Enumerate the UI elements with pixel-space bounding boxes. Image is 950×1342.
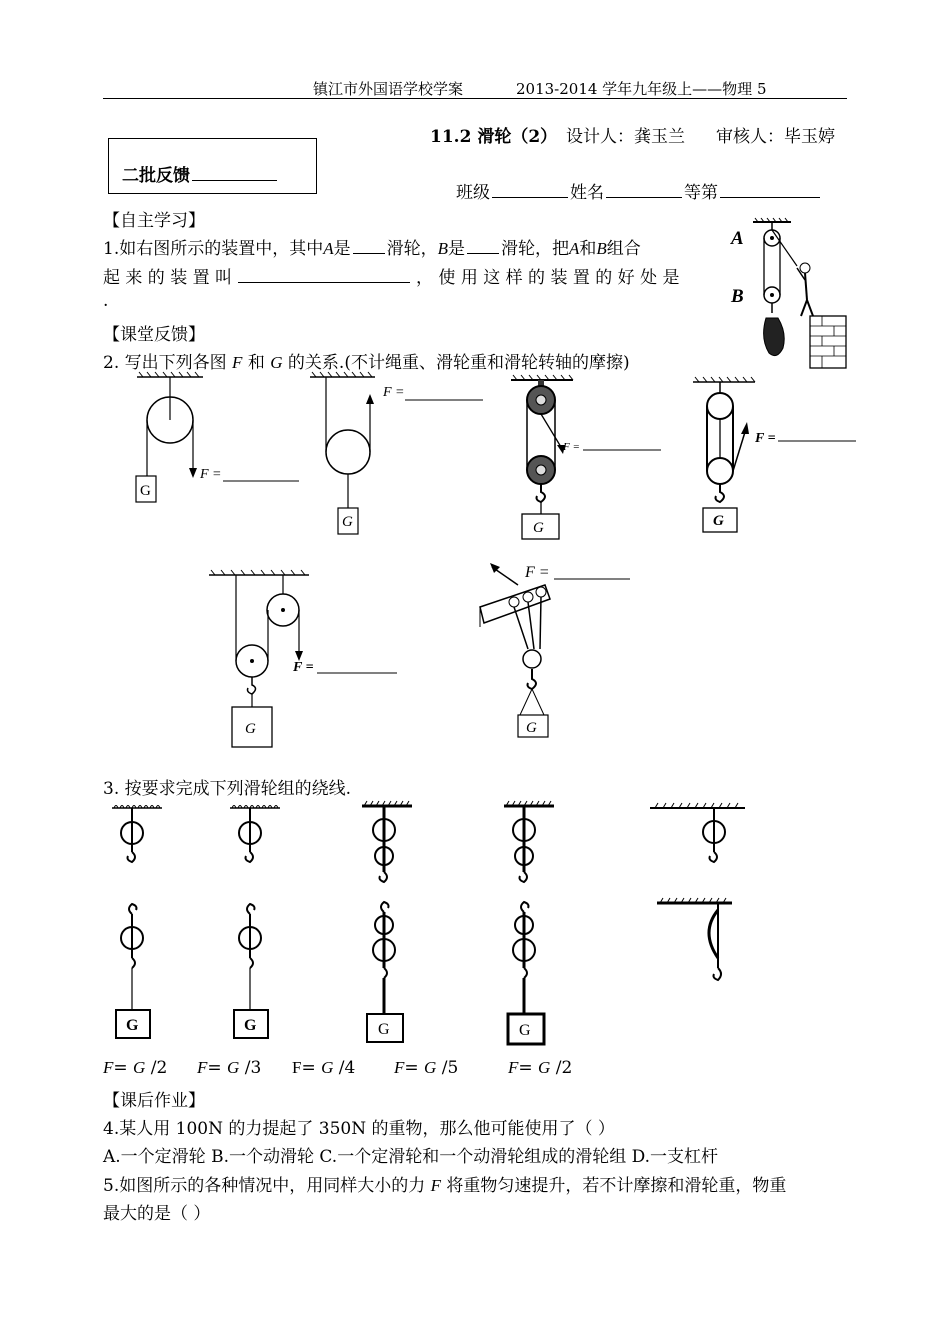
q1-pulley-figure	[725, 218, 850, 373]
q3-f: F	[394, 1058, 405, 1077]
fig2-f: F =	[383, 385, 405, 400]
q5-line1	[103, 1171, 786, 1196]
feedback-label: 二批反馈	[122, 166, 190, 186]
q2-figure-pulley-block-1	[505, 372, 670, 544]
q1-line1	[103, 234, 641, 259]
grade-label: 等第	[684, 183, 718, 203]
q3-f: F	[508, 1058, 519, 1077]
q5-text: 将重物匀速提升，若不计摩擦和滑轮重，物重	[441, 1176, 787, 1196]
q3-g-2: G	[244, 1017, 257, 1034]
q5-text: 5.如图所示的各种情况中，用同样大小的力	[103, 1176, 431, 1196]
q3-g: G	[538, 1058, 551, 1077]
q1-line2	[103, 263, 679, 288]
q3-group-4	[504, 801, 554, 1044]
fig3-f: F =	[563, 441, 580, 453]
q3-group-3	[362, 801, 412, 1042]
q3-g: G	[321, 1058, 334, 1077]
fig-label-b: B	[731, 286, 744, 307]
q1-blank-b[interactable]	[467, 252, 499, 254]
q1-b: B	[596, 239, 607, 258]
section-self-study: 【自主学习】	[103, 211, 205, 231]
class-label: 班级	[456, 183, 490, 203]
class-blank[interactable]	[492, 196, 568, 198]
q3-g: G	[227, 1058, 240, 1077]
q1-text: 是	[333, 239, 351, 259]
q2-figure-pulley-combo	[205, 567, 405, 752]
q3-eq: =	[518, 1058, 539, 1078]
header-rule	[103, 98, 847, 99]
q3-g-3: G	[378, 1021, 390, 1038]
q3-eq: =	[207, 1058, 228, 1078]
q3-answer-4	[394, 1058, 458, 1078]
q3-group-1	[112, 806, 162, 1039]
name-label: 姓名	[570, 183, 604, 203]
q1-text: 组合	[606, 239, 641, 259]
q3-f: F	[292, 1058, 302, 1077]
student-info	[456, 178, 822, 203]
q3-g: G	[424, 1058, 437, 1077]
designer: 设计人：龚玉兰	[566, 127, 685, 147]
fig6-g: G	[526, 720, 537, 736]
q3-eq: =	[301, 1058, 322, 1078]
fig4-g: G	[713, 513, 724, 529]
fig1-g: G	[140, 483, 151, 499]
q2-f: F	[232, 353, 243, 372]
feedback-label-row	[122, 161, 279, 186]
q1-b: B	[437, 239, 449, 258]
feedback-blank[interactable]	[192, 179, 277, 181]
section-class-feedback: 【课堂反馈】	[103, 325, 205, 345]
fig1-f: F =	[200, 467, 222, 482]
q3-answer-3	[292, 1058, 355, 1078]
q3-div: /2	[550, 1058, 573, 1078]
q1-text: 是	[448, 239, 466, 259]
grade-blank[interactable]	[720, 196, 820, 198]
q3-pulley-groups	[100, 800, 760, 1050]
header-school: 镇江市外国语学校学案	[313, 80, 464, 98]
q2-figure-fixed-pulley-1	[125, 370, 315, 510]
q1-text: 滑轮，把	[501, 239, 570, 259]
fig5-f: F =	[293, 660, 314, 675]
q1-text: 和	[579, 239, 597, 259]
q3-answer-2	[197, 1058, 261, 1078]
section-homework: 【课后作业】	[103, 1091, 205, 1111]
q3-text: 3. 按要求完成下列滑轮组的绕线.	[103, 779, 352, 799]
q3-div: /3	[239, 1058, 262, 1078]
q3-group-5	[650, 803, 745, 980]
q1-line3: .	[103, 291, 109, 311]
q1-number: 1.	[103, 239, 120, 259]
q2-text-part: 2. 写出下列各图	[103, 353, 233, 373]
q3-group-2	[230, 806, 280, 1039]
q3-g-4: G	[519, 1022, 531, 1039]
name-blank[interactable]	[606, 196, 682, 198]
q5-line2: 最大的是（ ）	[103, 1204, 211, 1224]
q2-figure-pulley-block-2	[690, 374, 860, 536]
q2-text-part: 的关系.(不计绳重、滑轮重和滑轮转轴的摩擦)	[282, 353, 630, 373]
fig3-g: G	[533, 520, 544, 536]
q3-eq: =	[404, 1058, 425, 1078]
fig-label-a: A	[731, 228, 744, 249]
q3-div: /5	[436, 1058, 459, 1078]
q4-options: A.一个定滑轮 B.一个动滑轮 C.一个定滑轮和一个动滑轮组成的滑轮组 D.一支杠杆	[103, 1147, 719, 1167]
q3-f: F	[103, 1058, 114, 1077]
lesson-title: 11.2 滑轮（2）	[430, 127, 558, 147]
fig6-f: F =	[525, 564, 550, 581]
q4-text: 4.某人用 100N 的力提起了 350N 的重物，那么他可能使用了（ ）	[103, 1119, 615, 1139]
q1-text: ， 使 用 这 样 的 装 置 的 好 处 是	[416, 268, 680, 288]
q2-figure-crane	[470, 557, 640, 747]
q2-figure-movable-pulley-1	[305, 370, 495, 540]
q3-answer-1	[103, 1058, 167, 1078]
q1-blank-device[interactable]	[238, 281, 410, 283]
q3-g-1: G	[126, 1017, 139, 1034]
q5-f: F	[430, 1176, 442, 1195]
q1-text: 如右图所示的装置中，其中	[119, 239, 324, 259]
fig2-g: G	[342, 514, 353, 530]
q3-div: /4	[333, 1058, 356, 1078]
reviewer: 审核人：毕玉婷	[716, 127, 835, 147]
q3-f: F	[197, 1058, 208, 1077]
q1-a: A	[323, 239, 334, 258]
q1-a: A	[569, 239, 580, 258]
fig5-g: G	[245, 721, 256, 737]
q3-g: G	[133, 1058, 146, 1077]
q3-eq: =	[113, 1058, 134, 1078]
q1-blank-a[interactable]	[353, 252, 385, 254]
q3-answer-5	[508, 1058, 572, 1078]
q3-div: /2	[145, 1058, 168, 1078]
header-term: 2013-2014 学年九年级上——物理 5	[516, 80, 767, 98]
q2-g: G	[270, 353, 283, 372]
q2-text-part: 和	[242, 353, 271, 373]
fig4-f: F =	[755, 431, 776, 446]
q1-text: 滑轮，	[386, 239, 438, 259]
q1-text: 起 来 的 装 置 叫	[103, 268, 233, 288]
